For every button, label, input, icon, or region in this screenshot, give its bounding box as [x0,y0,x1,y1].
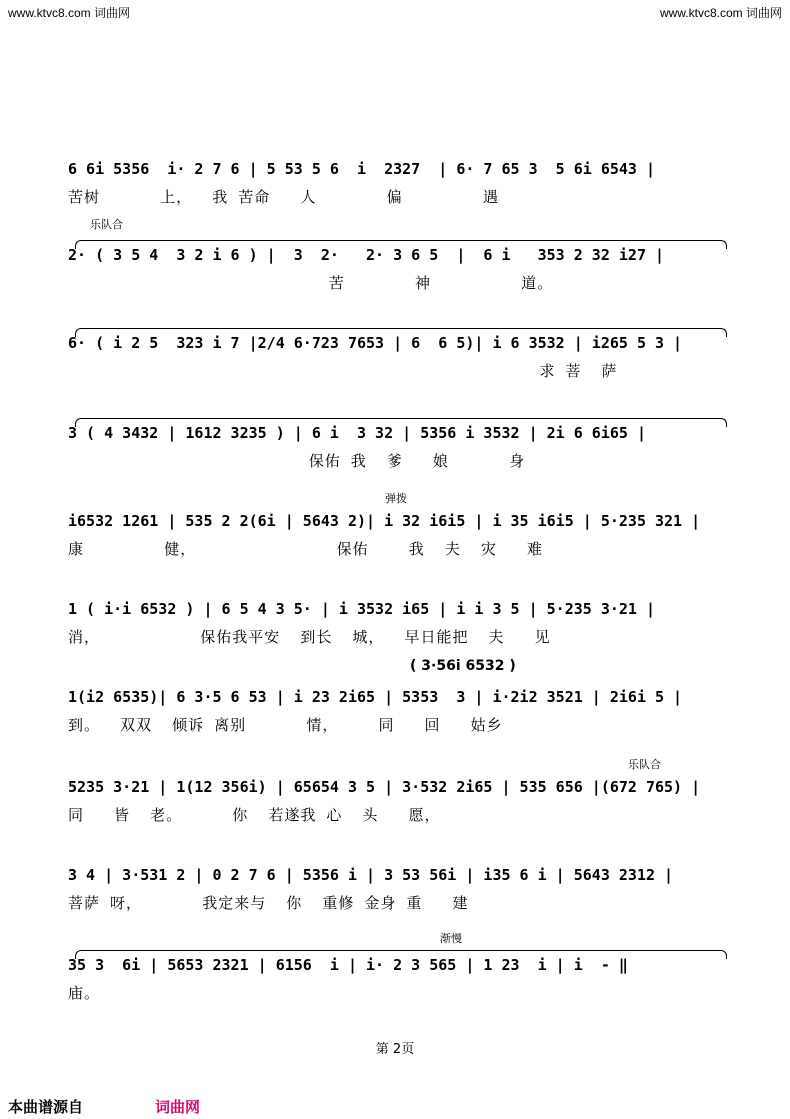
jianpu-notes: 1(i2 6535)| 6 3·5 6 53 | i 23 2i65 | 5353 3 | i·2i2 3521 | 2i6i 5 | [68,688,683,706]
performance-annotation: 弹拨 [385,492,407,505]
lyrics-line: 苦 神 道。 [68,274,554,292]
lyrics-line: 同 皆 老。 你 若遂我 心 头 愿， [68,806,441,824]
lyrics-line: 到。 双双 倾诉 离别 情， 同 回 姑乡 [68,716,503,734]
jianpu-notes: 6· ( i 2 5 323 i 7 |2/4 6·723 7653 | 6 6 5)| i 6 3532 | i265 5 3 | [68,334,683,352]
header-site-right: www.ktvc8.com 词曲网 [659,6,782,20]
lyrics-line: 保佑 我 爹 娘 身 [68,452,526,470]
lyrics-line: 菩萨 呀， 我定来与 你 重修 金身 重 建 [68,894,469,912]
header-site-left: www.ktvc8.com 词曲网 [8,6,131,20]
jianpu-notes: 5235 3·21 | 1(12 356i) | 65654 3 5 | 3·532 2i65 | 535 656 |(672 765) | [68,778,701,796]
jianpu-notes: i6532 1261 | 535 2 2(6i | 5643 2)| i 32 i6i5 | i 35 i6i5 | 5·235 321 | [68,512,701,530]
performance-annotation: 乐队合 [628,758,661,771]
jianpu-notes: 3 4 | 3·531 2 | 0 2 7 6 | 5356 i | 3 53 56i | i35 6 i | 5643 2312 | [68,866,674,884]
lyrics-line: 消， 保佑我平安 到长 城， 早日能把 夫 见 [68,628,551,646]
lyrics-line: 苦树 上， 我 苦命 人 偏 遇 [68,188,499,206]
performance-annotation: ( 3·56i 6532 ) [410,658,516,674]
jianpu-notes: 2· ( 3 5 4 3 2 i 6 ) | 3 2· 2· 3 6 5 | 6 i 353 2 32 i27 | [68,246,665,264]
performance-annotation: 渐慢 [440,932,462,945]
footer-source-label: 本曲谱源自 [8,1098,84,1116]
lyrics-line: 求 菩 萨 [68,362,618,380]
jianpu-notes: 6 6i 5356 i· 2 7 6 | 5 53 5 6 i 2327 | 6· 7 65 3 5 6i 6543 | [68,160,655,178]
footer-site-link[interactable]: 词曲网 [155,1098,201,1116]
performance-annotation: 乐队合 [90,218,123,231]
jianpu-notes: 3 ( 4 3432 | 1612 3235 ) | 6 i 3 32 | 5356 i 3532 | 2i 6 6i65 | [68,424,646,442]
jianpu-notes: 1 ( i·i 6532 ) | 6 5 4 3 5· | i 3532 i65 | i i 3 5 | 5·235 3·21 | [68,600,655,618]
page-number: 第 2页 [375,1042,415,1057]
jianpu-notes: 35 3 6i | 5653 2321 | 6156 i | i· 2 3 565 | 1 23 i | i - ‖ [68,956,628,974]
lyrics-line: 庙。 [68,984,101,1002]
lyrics-line: 康 健， 保佑 我 夫 灾 难 [68,540,544,558]
